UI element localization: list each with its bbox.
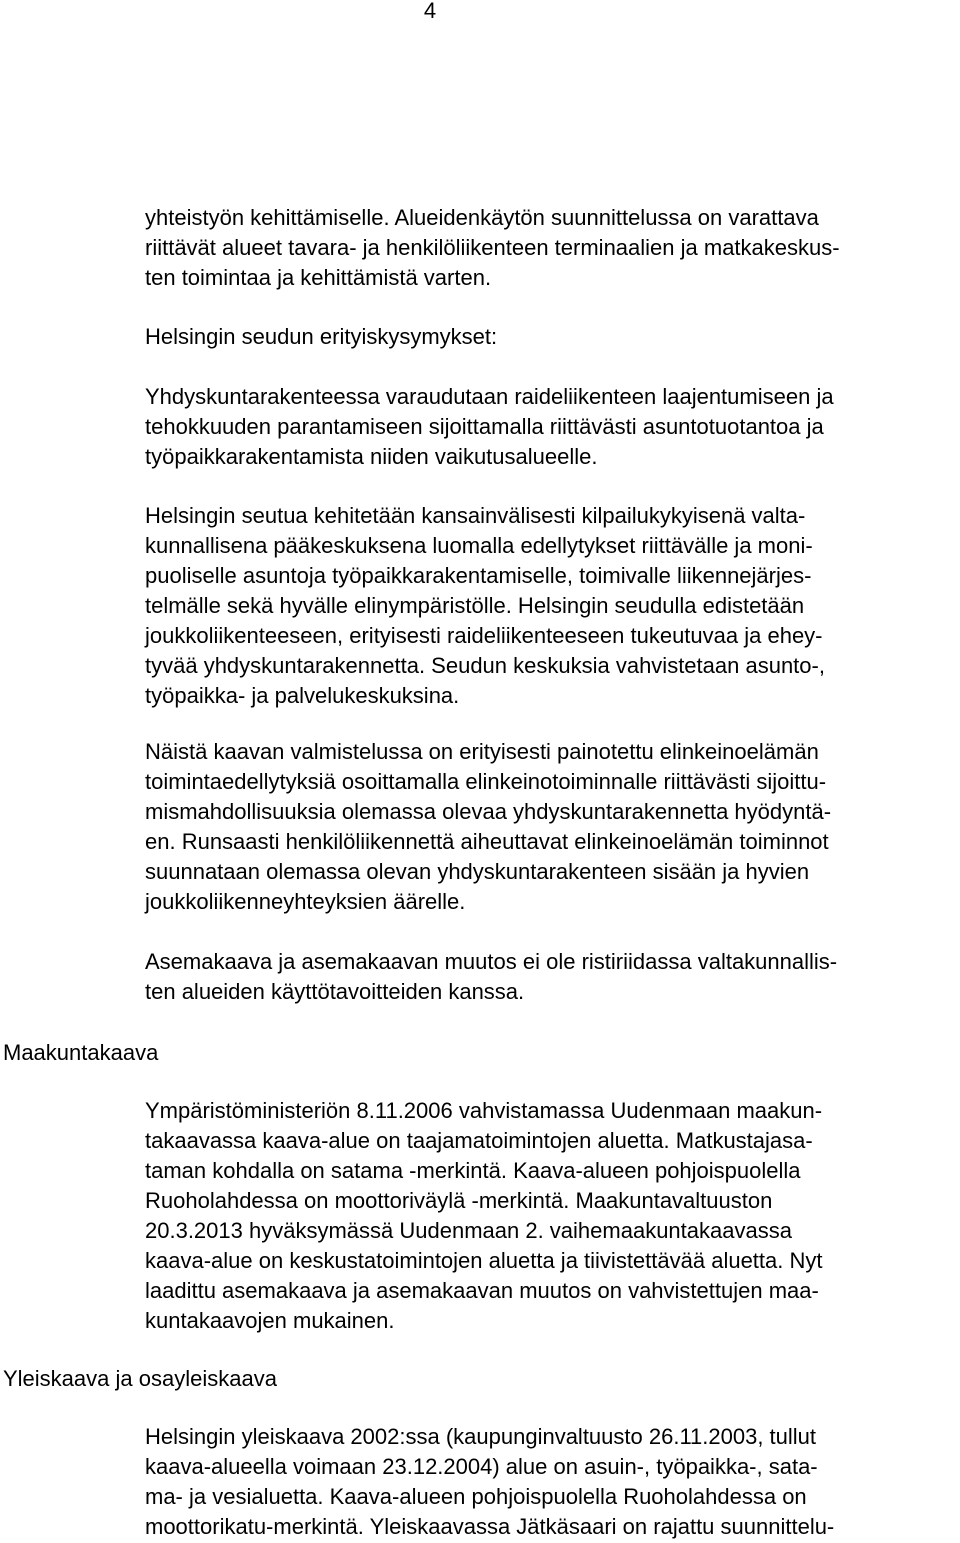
- text-line: Helsingin seutua kehitetään kansainvälisesti kilpailukykyisenä valta-: [145, 503, 806, 528]
- text-line: Ympäristöministeriön 8.11.2006 vahvistamassa Uudenmaan maakun-: [145, 1098, 823, 1123]
- heading-yleiskaava: Yleiskaava ja osayleiskaava: [3, 1366, 277, 1391]
- heading-maakuntakaava: Maakuntakaava: [3, 1040, 159, 1065]
- paragraph-3: [145, 382, 960, 472]
- text-line: joukkoliikenteeseen, erityisesti raideliikenteeseen tukeutuvaa ja ehey-: [145, 623, 823, 648]
- text-line: Asemakaava ja asemakaavan muutos ei ole ristiriidassa valtakunnallis-: [145, 949, 838, 974]
- text-line: tyvää yhdyskuntarakennetta. Seudun keskuksia vahvistetaan asunto-,: [145, 653, 825, 678]
- text-line: tehokkuuden parantamiseen sijoittamalla riittävästi asuntotuotantoa ja: [145, 414, 824, 439]
- paragraph-7: [145, 1096, 960, 1336]
- text-line: suunnataan olemassa olevan yhdyskuntarakenteen sisään ja hyvien: [145, 859, 810, 884]
- text-line: joukkoliikenneyhteyksien äärelle.: [145, 889, 466, 914]
- text-line: yhteistyön kehittämiselle. Alueidenkäytön suunnittelussa on varattava: [145, 205, 819, 230]
- text-line: työpaikkarakentamista niiden vaikutusalueelle.: [145, 444, 598, 469]
- page-number: 4: [423, 0, 437, 23]
- text-line: toimintaedellytyksiä osoittamalla elinkeinotoiminnalle riittävästi sijoittu-: [145, 769, 827, 794]
- text-line: työpaikka- ja palvelukeskuksina.: [145, 683, 460, 708]
- text-line: ten toimintaa ja kehittämistä varten.: [145, 265, 492, 290]
- text-line: Ruoholahdessa on moottoriväylä -merkintä. Maakuntavaltuuston: [145, 1188, 773, 1213]
- text-line: kuntakaavojen mukainen.: [145, 1308, 395, 1333]
- paragraph-5: [145, 737, 960, 917]
- text-line: Näistä kaavan valmistelussa on erityisesti painotettu elinkeinoelämän: [145, 739, 819, 764]
- text-line: kaava-alueella voimaan 23.12.2004) alue on asuin-, työpaikka-, sata-: [145, 1454, 818, 1479]
- text-line: taman kohdalla on satama -merkintä. Kaava-alueen pohjoispuolella: [145, 1158, 801, 1183]
- text-line: moottorikatu-merkintä. Yleiskaavassa Jätkäsaari on rajattu suunnittelu-: [145, 1514, 835, 1539]
- text-line: puoliselle asuntoja työpaikkarakentamiselle, toimivalle liikennejärjes-: [145, 563, 812, 588]
- text-line: kaava-alue on keskustatoimintojen aluetta ja tiivistettävää aluetta. Nyt: [145, 1248, 823, 1273]
- text-line: mismahdollisuuksia olemassa olevaa yhdyskuntarakennetta hyödyntä-: [145, 799, 832, 824]
- text-line: ten alueiden käyttötavoitteiden kanssa.: [145, 979, 525, 1004]
- text-line: takaavassa kaava-alue on taajamatoimintojen aluetta. Matkustajasa-: [145, 1128, 813, 1153]
- paragraph-1: [145, 203, 960, 293]
- text-line: laadittu asemakaava ja asemakaavan muutos on vahvistettujen maa-: [145, 1278, 819, 1303]
- text-line: Helsingin yleiskaava 2002:ssa (kaupunginvaltuusto 26.11.2003, tullut: [145, 1424, 817, 1449]
- paragraph-8: [145, 1422, 960, 1542]
- text-line: Helsingin seudun erityiskysymykset:: [145, 324, 498, 349]
- text-line: telmälle sekä hyvälle elinympäristölle. Helsingin seudulla edistetään: [145, 593, 805, 618]
- paragraph-2: [145, 322, 960, 352]
- text-line: 20.3.2013 hyväksymässä Uudenmaan 2. vaihemaakuntakaavassa: [145, 1218, 792, 1243]
- text-line: Yhdyskuntarakenteessa varaudutaan raideliikenteen laajentumiseen ja: [145, 384, 834, 409]
- paragraph-6: [145, 947, 960, 1007]
- text-line: en. Runsaasti henkilöliikennettä aiheuttavat elinkeinoelämän toiminnot: [145, 829, 829, 854]
- text-line: kunnallisena pääkeskuksena luomalla edellytykset riittävälle ja moni-: [145, 533, 813, 558]
- text-line: riittävät alueet tavara- ja henkilöliikenteen terminaalien ja matkakeskus-: [145, 235, 840, 260]
- text-line: ma- ja vesialuetta. Kaava-alueen pohjoispuolella Ruoholahdessa on: [145, 1484, 807, 1509]
- paragraph-4: [145, 501, 960, 711]
